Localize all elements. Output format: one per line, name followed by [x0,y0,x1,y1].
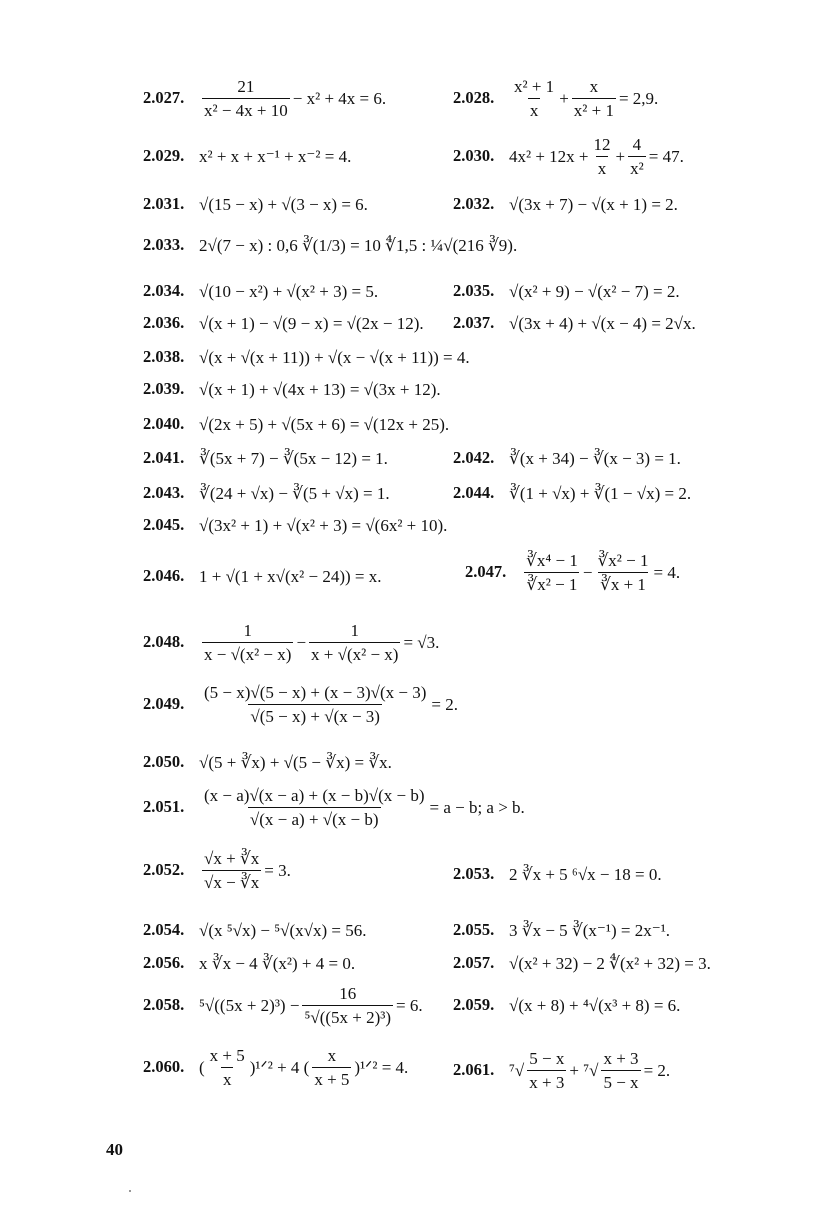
problem-number: 2.059. [453,995,495,1015]
equation [199,622,439,663]
problem-number: 2.043. [143,483,185,503]
equation-lead: ⁵√((5x + 2)³) − [199,996,300,1015]
problem-number: 2.037. [453,313,495,333]
numerator: x² + 1 [514,77,555,96]
numerator: 5 − x [529,1049,565,1068]
problem-2-029 [143,148,351,165]
denominator: x [221,1067,234,1088]
denominator: x − √(x² − x) [202,642,293,663]
problem-number: 2.042. [453,448,495,468]
problem-2-028 [453,78,658,119]
numerator: ∛x² − 1 [597,551,649,570]
equation-tail: = √3. [403,633,440,652]
problem-2-046 [143,568,382,585]
problem-2-041 [143,450,388,467]
numerator: x + 5 [209,1046,245,1065]
equation: √(3x² + 1) + √(x² + 3) = √(6x² + 10). [199,516,448,535]
problem-number: 2.033. [143,235,185,255]
denominator: x [596,156,609,177]
numerator: (5 − x)√(5 − x) + (x − 3)√(x − 3) [204,683,427,702]
equation: √(x + 1) − √(9 − x) = √(2x − 12). [199,314,424,333]
equation [509,136,684,177]
problem-number: 2.029. [143,146,185,166]
problem-2-043 [143,485,390,502]
problem-2-035 [453,283,680,300]
problem-2-037 [453,315,696,332]
equation [199,787,525,828]
equation [199,684,458,725]
fraction [312,1047,351,1088]
problem-number: 2.031. [143,194,185,214]
problem-number: 2.040. [143,414,185,434]
equation: 3 ∛x − 5 ∛(x⁻¹) = 2x⁻¹. [509,921,671,940]
equation-tail: = 2. [643,1061,671,1080]
equation [199,985,423,1026]
problem-number: 2.039. [143,379,185,399]
numerator: x [589,77,599,96]
fraction [572,78,616,119]
equation: 1 + √(1 + x√(x² − 24)) = x. [199,567,382,586]
problem-2-051 [143,787,525,828]
operator: )¹ᐟ² + 4 ( [249,1058,310,1077]
problem-number: 2.046. [143,566,185,586]
numerator: √x + ∛x [204,849,260,868]
denominator: ∛x² − 1 [524,572,579,593]
problem-2-042 [453,450,681,467]
equation: √(x + √(x + 11)) + √(x − √(x + 11)) = 4. [199,348,470,367]
denominator: √(5 − x) + √(x − 3) [248,704,382,725]
equation-tail: = 2,9. [618,89,659,108]
equation: ∛(5x + 7) − ∛(5x − 12) = 1. [199,449,388,468]
denominator: x + 3 [527,1070,566,1091]
fraction [202,622,293,663]
problem-2-038 [143,349,470,366]
problem-2-056 [143,955,355,972]
numerator: 21 [237,77,255,96]
scan-speck [129,1190,131,1192]
problem-2-055 [453,922,670,939]
equation [199,78,386,119]
problem-2-044 [453,485,691,502]
equation: √(10 − x²) + √(x² + 3) = 5. [199,282,379,301]
problem-2-057 [453,955,711,972]
problem-number: 2.045. [143,515,185,535]
problem-number: 2.057. [453,953,495,973]
equation-tail: = 2. [431,695,458,714]
page-number: 40 [106,1140,123,1159]
fraction [601,1050,640,1091]
equation-lead: ( [199,1058,205,1077]
fraction [208,1047,247,1088]
equation-lead: ⁷√ [509,1061,525,1080]
problem-2-061 [453,1050,670,1091]
problem-number: 2.027. [143,88,185,108]
problem-2-054 [143,922,367,939]
problem-number: 2.028. [453,88,495,108]
fraction [309,622,400,663]
problem-2-048 [143,622,439,663]
problem-number: 2.058. [143,995,185,1015]
equation: √(x + 8) + ⁴√(x³ + 8) = 6. [509,996,681,1015]
equation [509,78,658,119]
equation-tail: = a − b; a > b. [429,798,525,817]
equation: √(5 + ∛x) + √(5 − ∛x) = ∛x. [199,753,392,772]
problem-2-047 [465,552,680,593]
fraction [202,78,290,119]
equation: √(x ⁵√x) − ⁵√(x√x) = 56. [199,921,367,940]
problem-number: 2.060. [143,1057,185,1077]
problem-number: 2.048. [143,632,185,652]
problem-number: 2.054. [143,920,185,940]
problem-2-049 [143,684,458,725]
problem-number: 2.055. [453,920,495,940]
denominator: x + √(x² − x) [309,642,400,663]
equation-tail: = 4. [653,563,681,582]
numerator: 16 [339,984,357,1003]
problem-2-058 [143,985,423,1026]
problem-number: 2.049. [143,694,185,714]
operator: − [296,633,307,652]
problem-number: 2.051. [143,797,185,817]
problem-2-052 [143,850,291,891]
equation: 2 ∛x + 5 ⁶√x − 18 = 0. [509,865,662,884]
problem-2-039 [143,381,441,398]
problem-number: 2.032. [453,194,495,214]
numerator: x + 3 [603,1049,639,1068]
equation [199,850,291,891]
equation-lead: 4x² + 12x + [509,147,589,166]
equation: 2√(7 − x) : 0,6 ∛(1/3) = 10 ∜1,5 : ¼√(216 ∛9). [199,236,518,255]
problem-2-059 [453,997,680,1014]
equation: √(3x + 4) + √(x − 4) = 2√x. [509,314,696,333]
problem-number: 2.036. [143,313,185,333]
problem-2-033 [143,237,517,254]
numerator: ∛x⁴ − 1 [526,551,578,570]
fraction [527,1050,566,1091]
denominator: ∛x + 1 [598,572,648,593]
equation [521,552,680,593]
problem-2-036 [143,315,424,332]
fraction [202,850,261,891]
numerator: x [327,1046,337,1065]
problem-2-034 [143,283,378,300]
fraction [592,136,613,177]
denominator: x² − 4x + 10 [202,98,290,119]
fraction [595,552,650,593]
equation [199,1047,408,1088]
equation-tail: )¹ᐟ² = 4. [354,1058,409,1077]
operator: + [615,147,626,166]
numerator: 12 [593,135,611,154]
denominator: x [528,98,541,119]
denominator: 5 − x [601,1070,640,1091]
equation: x² + x + x⁻¹ + x⁻² = 4. [199,147,352,166]
denominator: ⁵√((5x + 2)³) [302,1005,393,1026]
equation: ∛(1 + √x) + ∛(1 − √x) = 2. [509,484,692,503]
equation: √(x² + 9) − √(x² − 7) = 2. [509,282,680,301]
equation [509,1050,670,1091]
problem-2-050 [143,754,392,771]
denominator: x² [628,156,646,177]
problem-number: 2.034. [143,281,185,301]
equation: √(15 − x) + √(3 − x) = 6. [199,195,368,214]
denominator: √x − ∛x [202,870,261,891]
fraction [202,684,428,725]
problem-number: 2.061. [453,1060,495,1080]
fraction [302,985,393,1026]
equation-tail: − x² + 4x = 6. [292,89,387,108]
problem-2-031 [143,196,368,213]
problem-number: 2.044. [453,483,495,503]
fraction [512,78,556,119]
equation: √(3x + 7) − √(x + 1) = 2. [509,195,678,214]
fraction [628,136,646,177]
equation: √(2x + 5) + √(5x + 6) = √(12x + 25). [199,415,450,434]
numerator: 1 [243,621,252,640]
equation-tail: = 47. [648,147,684,166]
problem-number: 2.053. [453,864,495,884]
problem-number: 2.038. [143,347,185,367]
numerator: 4 [632,135,642,154]
denominator: √(x − a) + √(x − b) [248,807,381,828]
fraction [202,787,426,828]
problem-number: 2.052. [143,860,185,880]
equation-tail: = 3. [264,861,291,880]
problem-number: 2.030. [453,146,495,166]
problem-2-053 [453,866,662,883]
problem-2-060 [143,1047,408,1088]
numerator: 1 [350,621,359,640]
equation: √(x² + 32) − 2 ∜(x² + 32) = 3. [509,954,711,973]
equation: ∛(24 + √x) − ∛(5 + √x) = 1. [199,484,390,503]
problem-2-030 [453,136,684,177]
equation: x ∛x − 4 ∛(x²) + 4 = 0. [199,954,356,973]
problem-2-032 [453,196,678,213]
equation-tail: = 6. [396,996,423,1015]
equation: ∛(x + 34) − ∛(x − 3) = 1. [509,449,681,468]
fraction [524,552,580,593]
problem-number: 2.047. [465,562,507,582]
problem-number: 2.041. [143,448,185,468]
equation: √(x + 1) + √(4x + 13) = √(3x + 12). [199,380,441,399]
problem-number: 2.056. [143,953,185,973]
numerator: (x − a)√(x − a) + (x − b)√(x − b) [204,786,425,805]
problem-2-040 [143,416,449,433]
operator: − [582,563,593,582]
operator: + [559,89,569,108]
problem-number: 2.035. [453,281,495,301]
operator: + ⁷√ [569,1061,599,1080]
problem-number: 2.050. [143,752,185,772]
problem-2-027 [143,78,386,119]
denominator: x² + 1 [572,98,616,119]
problem-2-045 [143,517,447,534]
denominator: x + 5 [312,1067,351,1088]
